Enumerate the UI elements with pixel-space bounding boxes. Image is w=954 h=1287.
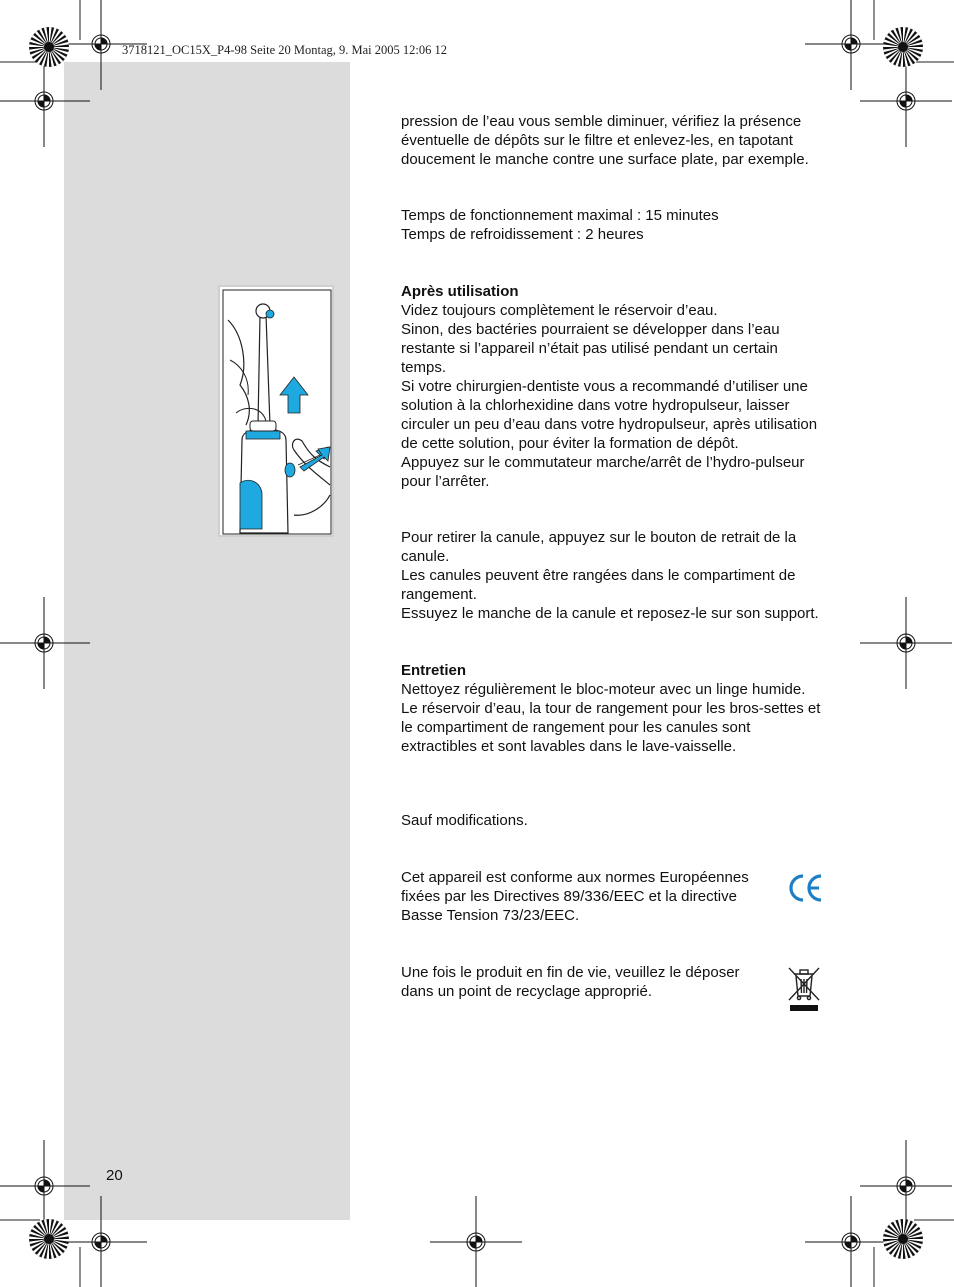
registration-crosshair — [0, 1140, 90, 1232]
registration-crosshair — [0, 55, 90, 147]
registration-starburst — [29, 1219, 69, 1259]
handle-release-illustration — [218, 285, 334, 537]
registration-starburst — [29, 27, 69, 67]
maintenance-heading: Entretien — [401, 662, 467, 679]
registration-starburst — [883, 27, 923, 67]
crossed-out-bin-icon — [786, 964, 822, 1014]
registration-crosshair — [860, 597, 952, 689]
after-use-heading: Après utilisation — [401, 283, 519, 300]
after-use-line: Videz toujours complètement le réservoir d’eau. — [401, 302, 718, 319]
nozzle-section — [401, 528, 826, 623]
nozzle-line: Essuyez le manche de la canule et reposez-le sur son support. — [401, 605, 819, 622]
maintenance-section — [401, 661, 826, 756]
after-use-line: Si votre chirurgien-dentiste vous a recommandé d’utiliser une solution à la chlorhexidine dans votre hydropulseur, laisser circuler un peu d’eau dans votre hydropulseur, après utilisation de cette solution, pour éviter la formation de dépôt. — [401, 378, 818, 452]
registration-crosshair — [860, 55, 952, 147]
timing-section — [401, 206, 826, 244]
disposal-section — [401, 963, 773, 1001]
registration-crosshair — [860, 1140, 952, 1232]
intro-section — [401, 112, 826, 169]
maintenance-line: Le réservoir d’eau, la tour de rangement pour les bros-settes et le compartiment de rangement pour les canules sont extractibles et sont lavables dans le lave-vaisselle. — [401, 700, 821, 755]
nozzle-line: Pour retirer la canule, appuyez sur le bouton de retrait de la canule. — [401, 529, 797, 565]
subject-to-change-text: Sauf modifications. — [401, 812, 528, 829]
conformity-text: Cet appareil est conforme aux normes Européennes fixées par les Directives 89/336/EEC et la directive Basse Tension 73/23/EEC. — [401, 869, 749, 924]
maintenance-line: Nettoyez régulièrement le bloc-moteur avec un linge humide. — [401, 681, 806, 698]
registration-starburst — [883, 1219, 923, 1259]
after-use-line: Sinon, des bactéries pourraient se développer dans l’eau restante si l’appareil n’était pas utilisé pendant un certain temps. — [401, 321, 780, 376]
after-use-line: Appuyez sur le commutateur marche/arrêt de l’hydro-pulseur pour l’arrêter. — [401, 454, 805, 490]
timing-line-2: Temps de refroidissement : 2 heures — [401, 226, 644, 243]
registration-crosshair — [430, 1196, 522, 1287]
timing-line-1: Temps de fonctionnement maximal : 15 minutes — [401, 207, 719, 224]
intro-paragraph: pression de l’eau vous semble diminuer, vérifiez la présence éventuelle de dépôts sur le filtre et enlevez-les, en tapotant doucement le manche contre une surface plate, par exemple. — [401, 113, 809, 168]
registration-crosshair — [0, 597, 90, 689]
disposal-text: Une fois le produit en fin de vie, veuillez le déposer dans un point de recyclage approprié. — [401, 964, 740, 1000]
ce-mark-icon — [786, 870, 824, 906]
conformity-section — [401, 868, 773, 925]
page-number: 20 — [106, 1167, 123, 1184]
nozzle-line: Les canules peuvent être rangées dans le compartiment de rangement. — [401, 567, 796, 603]
subject-to-change-section — [401, 811, 826, 830]
print-header-line: 3718121_OC15X_P4-98 Seite 20 Montag, 9. Mai 2005 12:06 12 — [122, 43, 447, 57]
after-use-section — [401, 282, 826, 491]
